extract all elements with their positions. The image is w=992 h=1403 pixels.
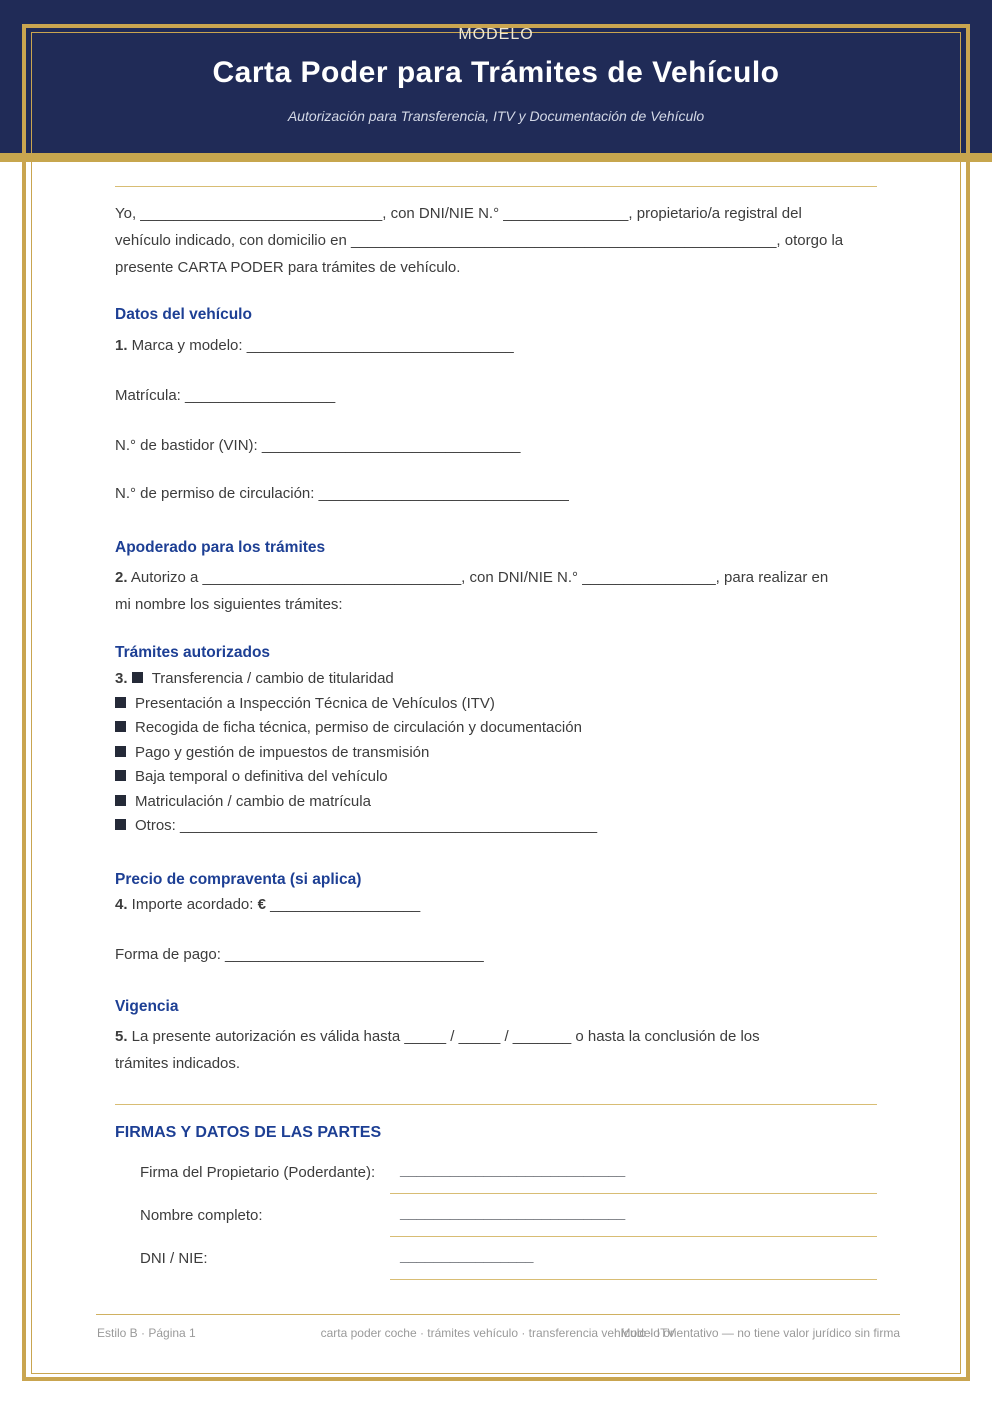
field-number: 1.	[115, 337, 128, 354]
field-text: N.° de permiso de circulación: ______________________________	[115, 485, 569, 502]
item-label: Transferencia / cambio de titularidad	[151, 670, 394, 687]
page-title: Carta Poder para Trámites de Vehículo	[212, 56, 780, 89]
field-number: 5.	[115, 1028, 128, 1045]
field-text: Autorizo a _______________________________, con DNI/NIE N.° ________________, para realizar en	[127, 569, 829, 586]
section-heading-apoderado: Apoderado para los trámites	[115, 539, 326, 556]
field-text: Importe acordado:	[127, 896, 258, 913]
item-number: 3.	[115, 670, 128, 687]
checklist-item	[115, 741, 877, 766]
checklist-item	[115, 667, 877, 692]
document-header	[0, 0, 992, 153]
checkbox-icon	[115, 697, 126, 708]
checkbox-icon	[115, 819, 126, 830]
checklist-item	[115, 716, 877, 741]
section-heading-firmas: FIRMAS Y DATOS DE LAS PARTES	[115, 1124, 382, 1141]
footer-keywords: carta poder coche · trámites vehículo · transferencia vehículo · ITV	[320, 1326, 676, 1340]
footer-page-info: Estilo B · Página 1	[97, 1326, 196, 1340]
checklist-item	[115, 814, 877, 839]
apoderado-line: mi nombre los siguientes trámites:	[115, 596, 343, 613]
tramites-checklist	[115, 667, 877, 839]
field-number: 2.	[115, 569, 128, 586]
signature-label: DNI / NIE:	[140, 1250, 208, 1267]
item-label: Pago y gestión de impuestos de transmisión	[135, 743, 430, 761]
field-text: Matrícula: __________________	[115, 387, 336, 404]
intro-line: presente CARTA PODER para trámites de vehículo.	[115, 259, 461, 276]
item-label: Baja temporal o definitiva del vehículo	[135, 768, 388, 785]
vigencia-paragraph	[115, 1023, 877, 1077]
item-label: Matriculación / cambio de matrícula	[135, 792, 371, 810]
apoderado-line	[115, 564, 877, 591]
section-heading-vehicle-data: Datos del vehículo	[115, 306, 252, 323]
item-label: Recogida de ficha técnica, permiso de circulación y documentación	[135, 719, 582, 736]
field-blank: __________________	[270, 896, 421, 913]
signature-fill-line: ___________________________	[400, 1162, 626, 1179]
signature-gold-underline	[390, 1279, 877, 1280]
field-text: Marca y modelo: ________________________________	[127, 337, 514, 354]
signature-row-dni	[115, 1250, 877, 1284]
signature-row-nombre	[115, 1207, 877, 1241]
section-heading-precio: Precio de compraventa (si aplica)	[115, 871, 362, 888]
signature-label: Nombre completo:	[140, 1207, 263, 1224]
top-separator-line	[115, 186, 877, 187]
section-heading-vigencia: Vigencia	[115, 998, 179, 1015]
page-footer	[96, 1314, 900, 1340]
intro-paragraph	[115, 200, 877, 281]
signature-label: Firma del Propietario (Poderdante):	[140, 1164, 376, 1181]
signature-row-firma	[115, 1164, 877, 1198]
item-label: Otros: __________________________________________________	[135, 817, 598, 834]
checklist-item	[115, 765, 877, 790]
field-number: 4.	[115, 896, 128, 913]
page-subtitle: Autorización para Transferencia, ITV y Documentación de Vehículo	[287, 108, 705, 124]
checklist-item	[115, 790, 877, 815]
vigencia-line: trámites indicados.	[115, 1055, 241, 1072]
apoderado-paragraph	[115, 564, 877, 618]
field-text: La presente autorización es válida hasta _____ / _____ / _______ o hasta la conclusión de los	[127, 1028, 760, 1045]
signature-fill-line: ________________	[400, 1248, 534, 1265]
checkbox-icon	[115, 746, 126, 757]
item-label: Presentación a Inspección Técnica de Vehículos (ITV)	[135, 694, 495, 712]
checkbox-icon	[132, 672, 143, 683]
checkbox-icon	[115, 770, 126, 781]
intro-line: Yo, _____________________________, con DNI/NIE N.° _______________, propietario/a registral del	[115, 205, 802, 222]
signature-gold-underline	[390, 1193, 877, 1194]
signature-fill-line: ___________________________	[400, 1205, 626, 1222]
field-importe	[115, 896, 877, 913]
modelo-watermark: MODELO	[458, 26, 534, 43]
euro-symbol: €	[257, 896, 271, 913]
signatures-separator-line	[115, 1104, 877, 1105]
signature-gold-underline	[390, 1236, 877, 1237]
field-marca-modelo	[115, 337, 877, 354]
field-permiso-circulacion	[115, 485, 877, 502]
field-text: N.° de bastidor (VIN): _______________________________	[115, 437, 521, 454]
field-matricula	[115, 387, 877, 404]
checklist-item	[115, 692, 877, 717]
checkbox-icon	[115, 795, 126, 806]
vigencia-line	[115, 1023, 877, 1050]
footer-disclaimer: Modelo orientativo — no tiene valor jurídico sin firma	[620, 1326, 900, 1340]
gold-divider-band	[0, 153, 992, 162]
intro-line: vehículo indicado, con domicilio en ___________________________________________________, otorgo la	[115, 232, 844, 249]
field-forma-pago: Forma de pago: _______________________________	[115, 946, 484, 963]
section-heading-tramites: Trámites autorizados	[115, 644, 271, 661]
checkbox-icon	[115, 721, 126, 732]
field-bastidor-vin	[115, 437, 877, 454]
